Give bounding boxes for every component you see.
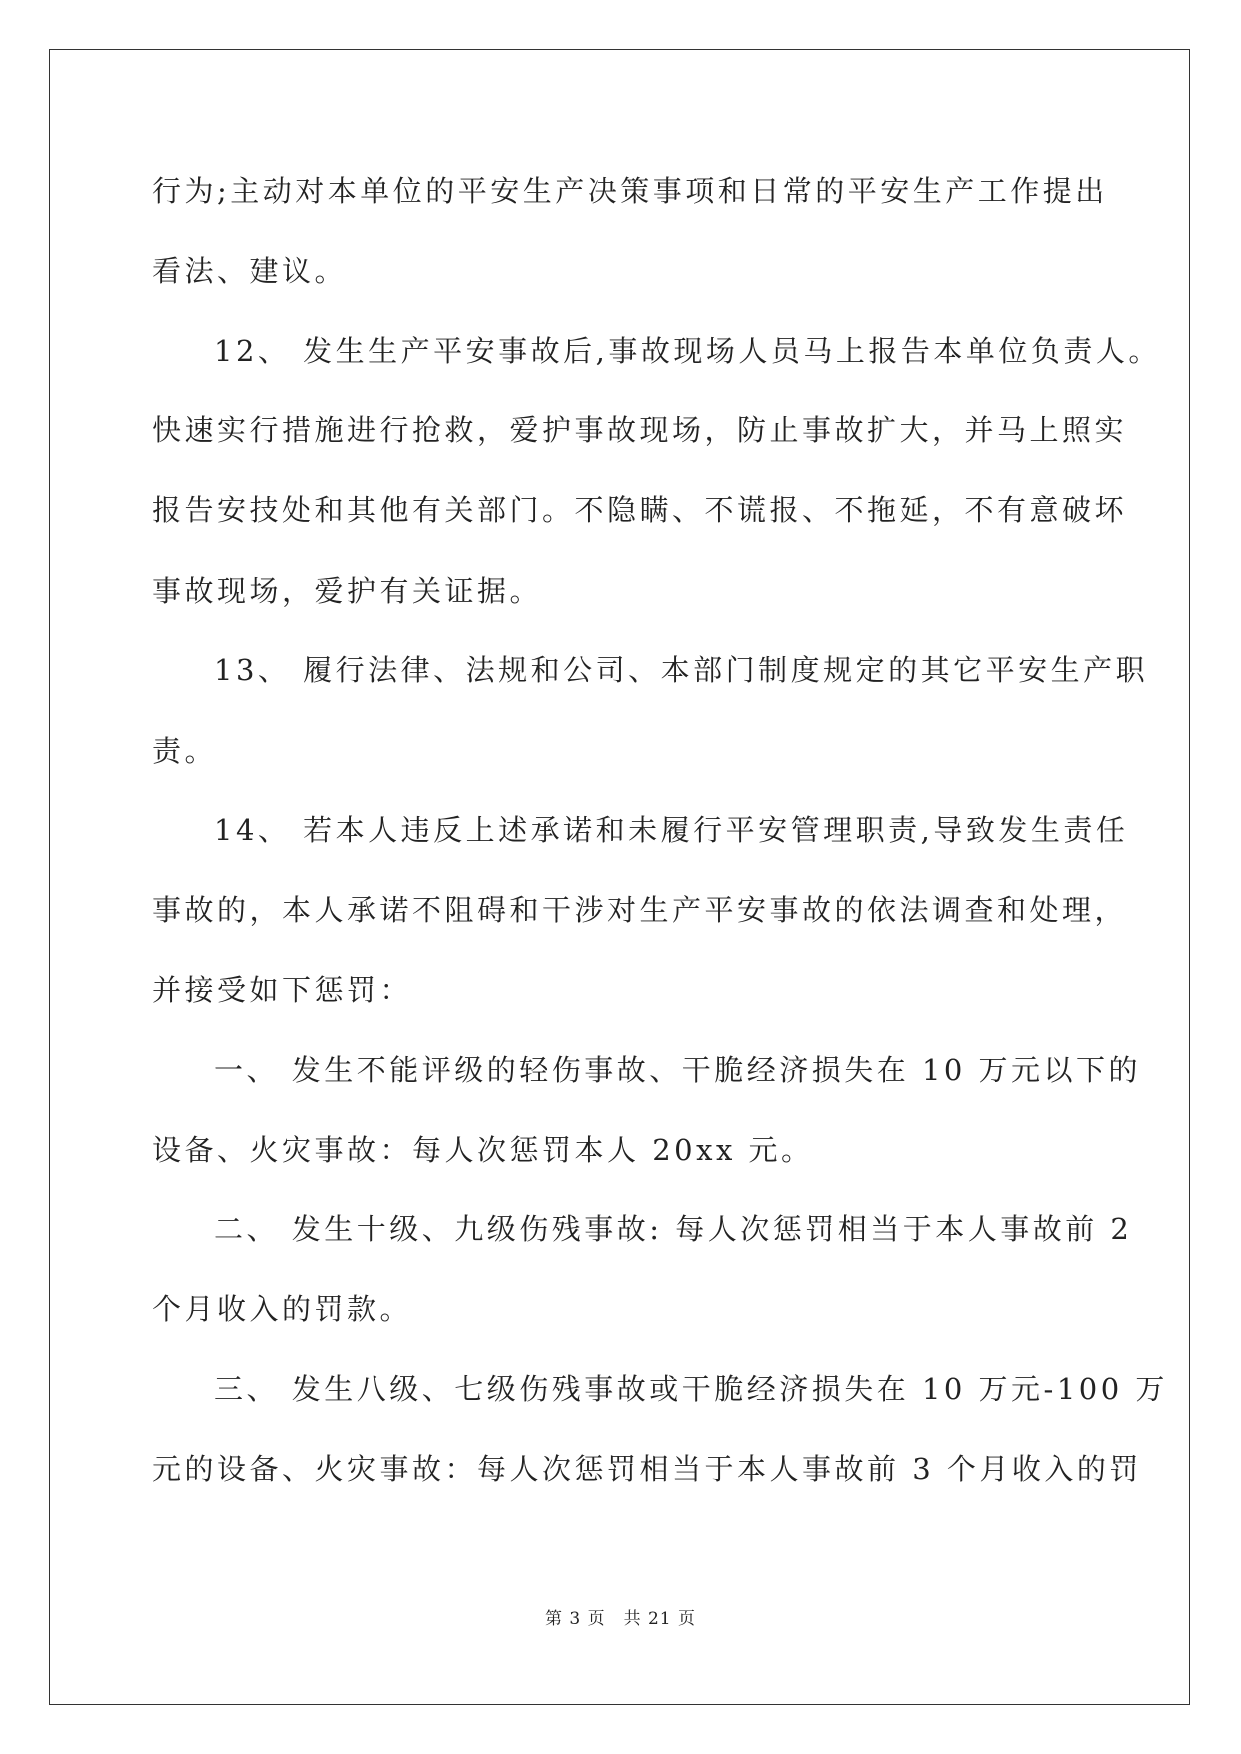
body-text-line: 设备、火灾事故：每人次惩罚本人 20xx 元。 xyxy=(152,1133,814,1167)
body-text-line: 12、 发生生产平安事故后,事故现场人员马上报告本单位负责人。 xyxy=(214,334,1161,368)
body-text-line: 事故的，本人承诺不阻碍和干涉对生产平安事故的依法调查和处理， xyxy=(152,893,1128,927)
body-text-line: 快速实行措施进行抢救，爱护事故现场，防止事故扩大，并马上照实 xyxy=(152,413,1128,447)
body-text-line: 行为;主动对本单位的平安生产决策事项和日常的平安生产工作提出 xyxy=(152,174,1108,208)
body-text-line: 个月收入的罚款。 xyxy=(152,1292,413,1326)
body-text-line: 二、 发生十级、九级伤残事故: 每人次惩罚相当于本人事故前 2 xyxy=(214,1212,1133,1246)
body-text-line: 一、 发生不能评级的轻伤事故、干脆经济损失在 10 万元以下的 xyxy=(214,1053,1142,1087)
body-text-line: 13、 履行法律、法规和公司、本部门制度规定的其它平安生产职 xyxy=(214,653,1149,687)
body-text-line: 报告安技处和其他有关部门。不隐瞒、不谎报、不拖延，不有意破坏 xyxy=(152,493,1128,527)
body-text-line: 看法、建议。 xyxy=(152,254,348,288)
body-text-line: 责。 xyxy=(152,734,218,768)
body-text-line: 事故现场，爱护有关证据。 xyxy=(152,574,543,608)
total-pages: 共 21 页 xyxy=(623,1609,697,1629)
page-number: 第 3 页 xyxy=(544,1609,606,1629)
body-text-line: 并接受如下惩罚： xyxy=(152,973,413,1007)
body-text-line: 14、 若本人违反上述承诺和未履行平安管理职责,导致发生责任 xyxy=(214,813,1129,847)
body-text-line: 元的设备、火灾事故：每人次惩罚相当于本人事故前 3 个月收入的罚 xyxy=(152,1452,1142,1486)
page-footer xyxy=(0,1608,1241,1630)
body-text-line: 三、 发生八级、七级伤残事故或干脆经济损失在 10 万元-100 万 xyxy=(214,1372,1168,1406)
